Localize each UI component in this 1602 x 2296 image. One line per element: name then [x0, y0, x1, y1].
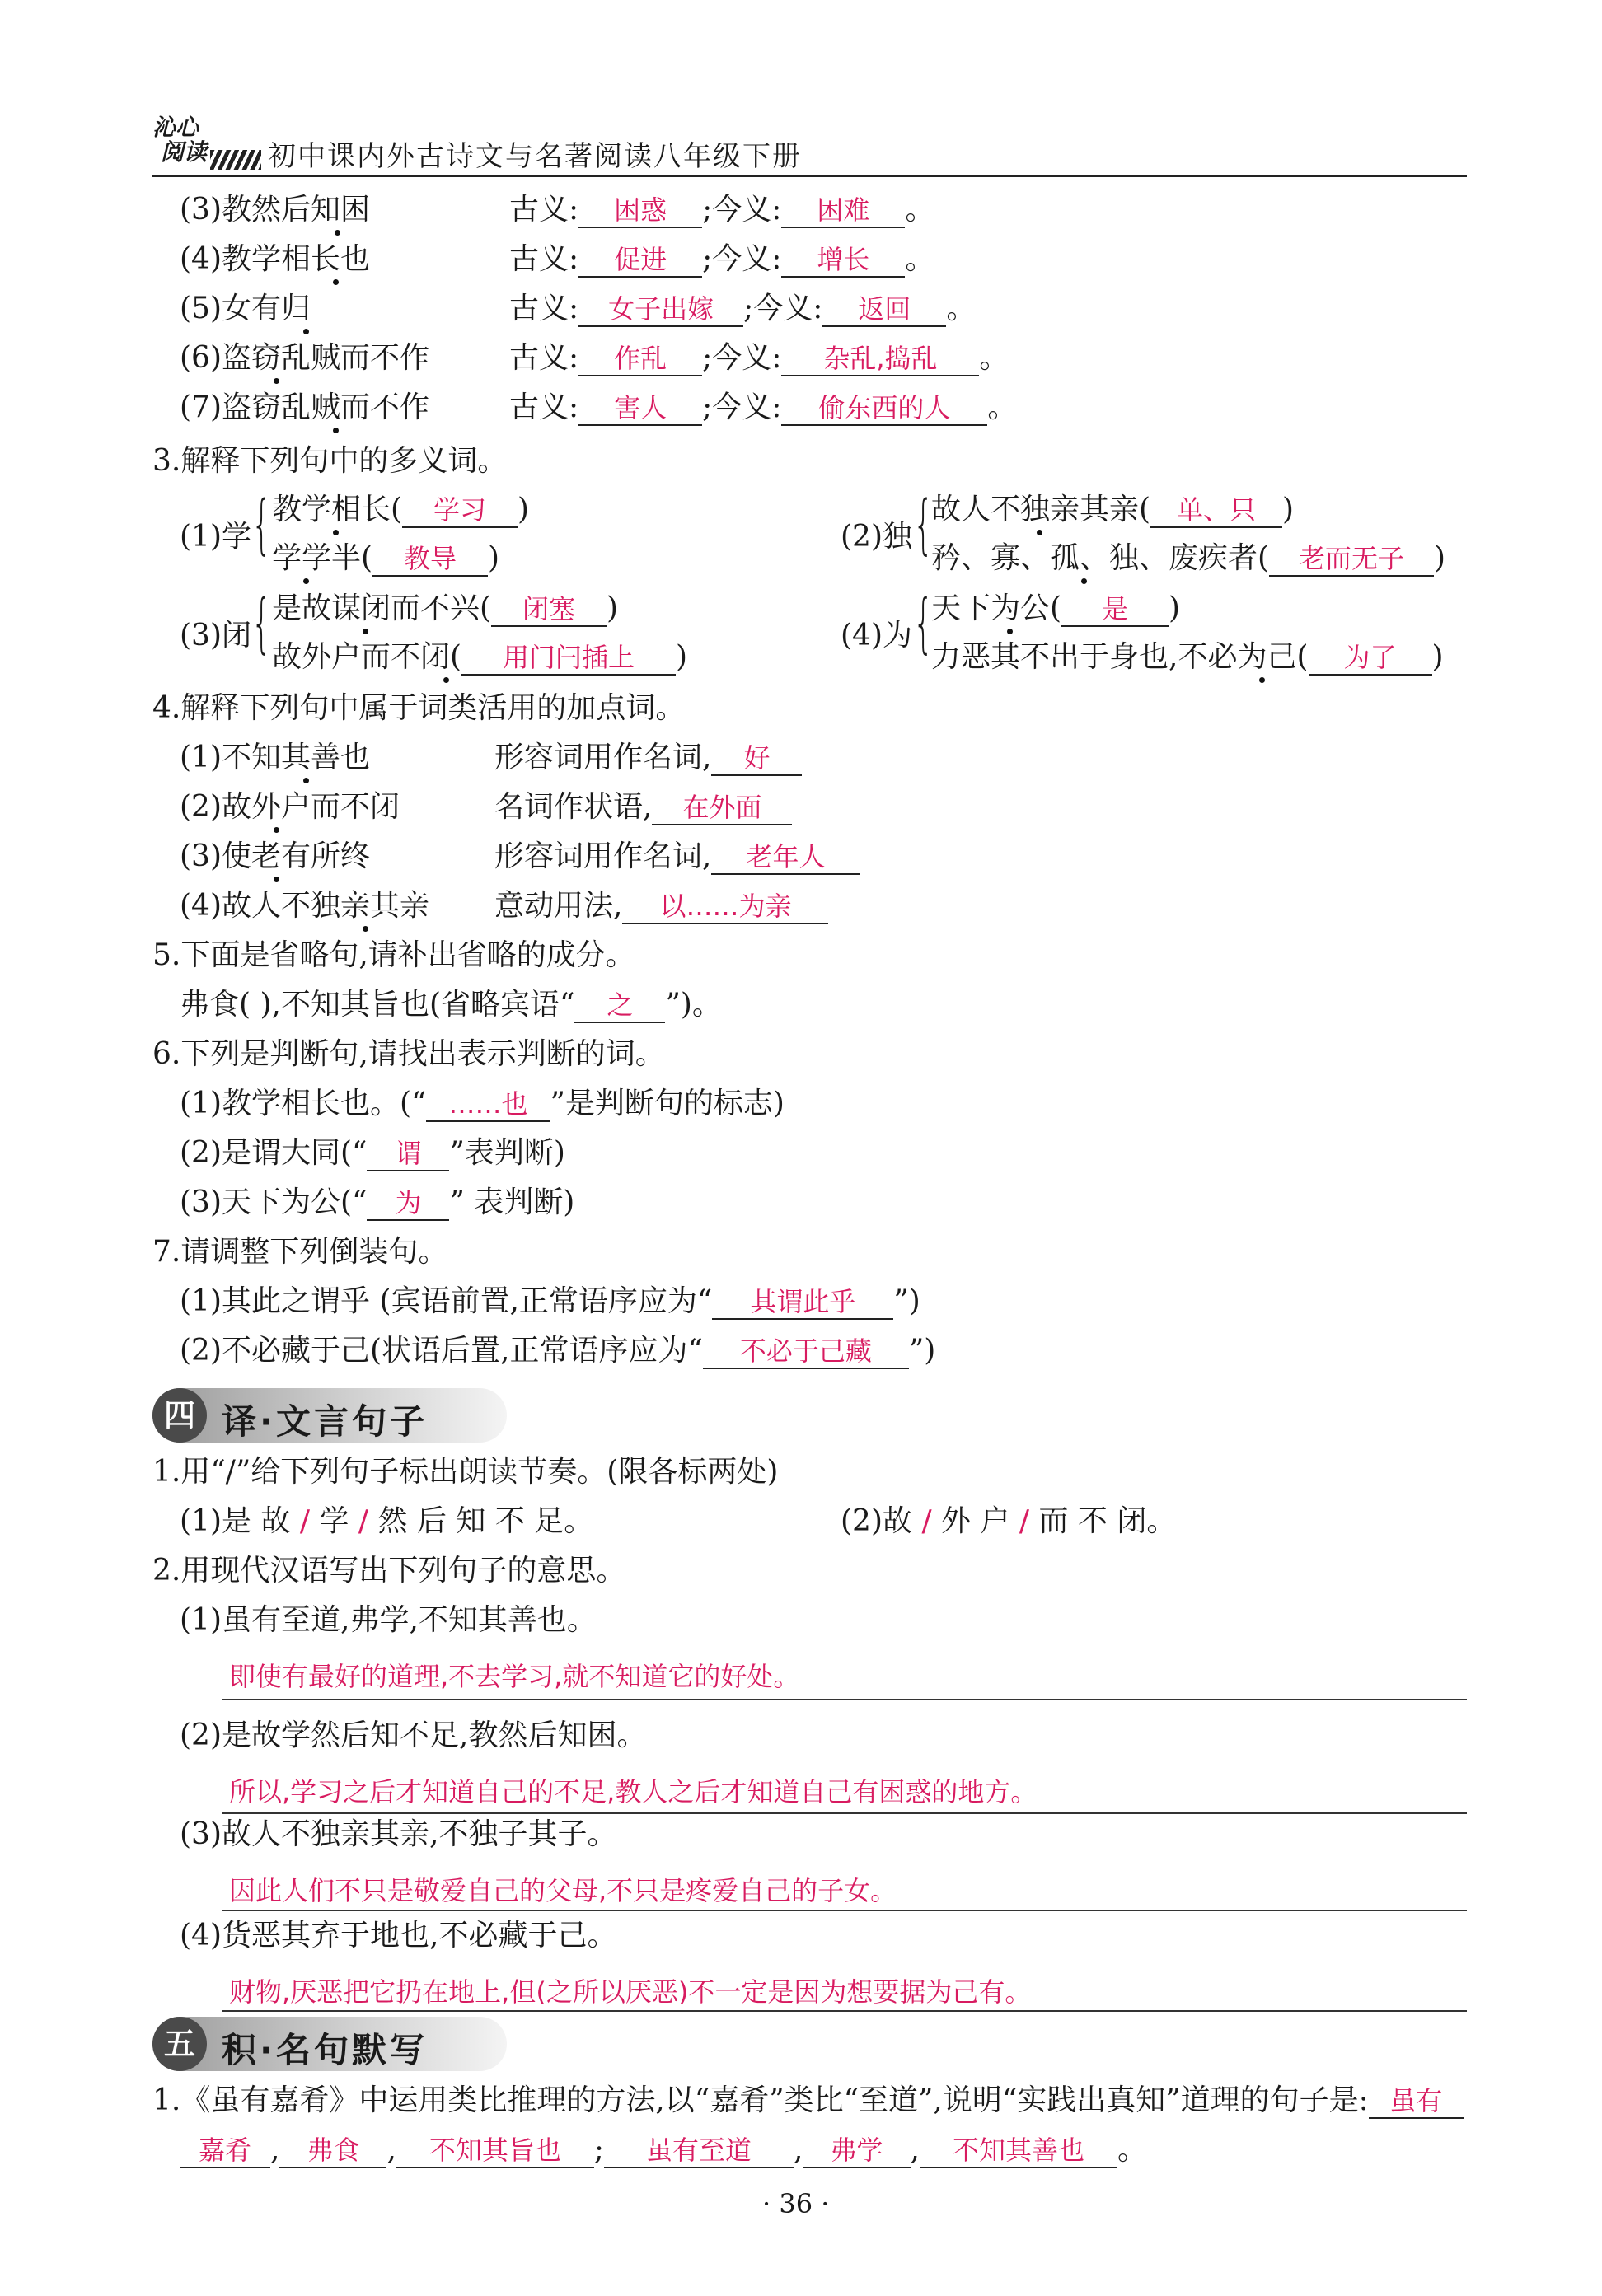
section-4-header [152, 1388, 507, 1443]
gu-answer: 女子出嫁 [608, 293, 714, 325]
s5-q1-answers: 嘉肴 , 弗食 , 不知其旨也 ; 虽有至道 , 弗学 , 不知其善也 。 [180, 2132, 1147, 2168]
q3-g1-b: 学学半( 教导 ) [272, 541, 500, 575]
emphasis-dot [1259, 677, 1265, 683]
jin-answer: 困难 [817, 194, 870, 226]
logo-bottom-text: 阅读 [161, 138, 208, 166]
answer-line [222, 1812, 1467, 1814]
q3-g2-a: 故人不独亲其亲( 单、只 ) [931, 493, 1295, 526]
gujin-answer-row-6: 古义: 作乱 ;今义: 杂乱,捣乱 。 [509, 341, 1009, 375]
emphasis-dot [1081, 578, 1087, 584]
s4-q1-title: 1.用“/”给下列句子标出朗读节奏。(限各标两处) [152, 1455, 779, 1489]
emphasis-dot [363, 629, 368, 634]
q3-g3-b: 故外户而不闭( 用门闩插上 ) [272, 640, 688, 674]
answer-line [222, 1699, 1467, 1700]
s4-q2-item-4-question: (4)货恶其弃于地也,不必藏于己。 [180, 1919, 617, 1952]
jin-answer: 杂乱,捣乱 [823, 343, 938, 374]
s5-q1-text: 1.《虽有嘉肴》中运用类比推理的方法,以“嘉肴”类比“至道”,说明“实践出真知”道理的句子是: 虽有 [152, 2083, 1464, 2119]
emphasis-dot [303, 578, 309, 584]
s4-q2-item-2-question: (2)是故学然后知不足,教然后知困。 [180, 1718, 647, 1752]
jin-answer: 偷东西的人 [818, 392, 951, 423]
emphasis-dot [333, 279, 339, 285]
brace-icon: { [251, 488, 272, 562]
q3-title: 3.解释下列句中的多义词。 [152, 444, 508, 478]
q7-title: 7.请调整下列倒装句。 [152, 1235, 448, 1269]
emphasis-dot [333, 530, 339, 535]
gu-answer: 促进 [614, 244, 668, 275]
q4-answer-4: 意动用法, 以……为亲 [494, 888, 828, 924]
s4-q2-item-3-question: (3)故人不独亲其亲,不独子其子。 [180, 1817, 617, 1851]
header-logo [152, 115, 207, 165]
s4-q2-title: 2.用现代汉语写出下列句子的意思。 [152, 1554, 626, 1588]
brace-icon: { [251, 587, 272, 661]
emphasis-dot [303, 329, 309, 334]
gujin-row-5: (5)女有归 [180, 292, 311, 325]
q3-g1-head: (1)学 [180, 520, 251, 554]
header-rule [152, 175, 1467, 177]
header-stripe-icon [210, 150, 261, 170]
section-title: 积·名句默写 [222, 2030, 428, 2070]
s4-q2-item-1-answer: 即使有最好的道理,不去学习,就不知道它的好处。 [229, 1661, 800, 1692]
gujin-row-4: (4)教学相长也 [180, 242, 370, 276]
emphasis-dot [363, 926, 368, 932]
emphasis-dot [1037, 530, 1042, 535]
slash-mark: / [912, 1504, 942, 1538]
book-title: 初中课内外古诗文与名著阅读八年级下册 [268, 140, 802, 173]
slash-mark: / [1009, 1504, 1039, 1538]
q6-item-1: (1)教学相长也。(“ ……也 ”是判断句的标志) [180, 1087, 785, 1120]
q3-g3-a: 是故谋闭而不兴( 闭塞 ) [272, 592, 619, 625]
q4-item-3: (3)使老有所终 [180, 839, 370, 873]
emphasis-dot [274, 877, 279, 882]
q4-answer-1: 形容词用作名词, 好 [494, 740, 802, 776]
slash-mark: / [290, 1504, 320, 1538]
gujin-row-7: (7)盗窃乱贼而不作 [180, 390, 429, 424]
page-number: · 36 · [762, 2188, 830, 2219]
gujin-answer-row-3: 古义: 困惑 ;今义: 困难 。 [509, 193, 935, 227]
q4-answer-2: 名词作状语, 在外面 [494, 789, 792, 825]
q3-g4-b: 力恶其不出于身也,不必为己( 为了 ) [931, 640, 1444, 674]
q4-title: 4.解释下列句中属于词类活用的加点词。 [152, 691, 686, 725]
answer-line [222, 2010, 1467, 2012]
s4-q2-item-3-answer: 因此人们不只是敬爱自己的父母,不只是疼爱自己的子女。 [229, 1875, 897, 1906]
q3-g1-a: 教学相长( 学习 ) [272, 493, 530, 526]
q4-answer-3: 形容词用作名词, 老年人 [494, 839, 860, 875]
slash-mark: / [349, 1504, 378, 1538]
s4-q2-item-1-question: (1)虽有至道,弗学,不知其善也。 [180, 1603, 597, 1637]
brace-icon: { [913, 587, 934, 661]
emphasis-dot [274, 827, 279, 833]
gujin-answer-row-5: 古义: 女子出嫁 ;今义: 返回 。 [509, 292, 977, 325]
section-title: 译·文言句子 [222, 1401, 428, 1442]
gu-answer: 害人 [614, 392, 668, 423]
q4-item-1: (1)不知其善也 [180, 741, 370, 774]
answer-line [222, 1910, 1467, 1911]
gu-answer: 作乱 [614, 343, 668, 374]
q3-g2-b: 矜、寡、孤、独、废疾者( 老而无子 ) [931, 541, 1446, 575]
s4-q1-b: (2)故 / 外 户 / 而 不 闭。 [841, 1504, 1177, 1538]
gujin-answer-row-7: 古义: 害人 ;今义: 偷东西的人 。 [509, 390, 1018, 424]
gujin-answer-row-4: 古义: 促进 ;今义: 增长 。 [509, 242, 935, 276]
q7-item-2: (2)不必藏于己(状语后置,正常语序应为“ 不必于己藏 ”) [180, 1334, 936, 1368]
q3-g4-head: (4)为 [841, 619, 912, 652]
emphasis-dot [335, 230, 340, 236]
q5-title: 5.下面是省略句,请补出省略的成分。 [152, 938, 635, 972]
s4-q1-a: (1)是 故 / 学 / 然 后 知 不 足。 [180, 1504, 594, 1538]
emphasis-dot [443, 677, 449, 683]
q6-item-3: (3)天下为公(“ 为 ” 表判断) [180, 1185, 575, 1219]
brace-icon: { [913, 488, 934, 562]
section-5-header [152, 2017, 507, 2071]
q6-item-2: (2)是谓大同(“ 谓 ”表判断) [180, 1136, 565, 1170]
section-number: 四 [152, 1388, 207, 1443]
section-number: 五 [152, 2017, 207, 2071]
logo-top-text: 沁心 [152, 114, 199, 141]
q6-title: 6.下列是判断句,请找出表示判断的词。 [152, 1037, 665, 1071]
q3-g2-head: (2)独 [841, 520, 912, 554]
emphasis-dot [274, 378, 279, 384]
s4-q2-item-4-answer: 财物,厌恶把它扔在地上,但(之所以厌恶)不一定是因为想要据为己有。 [229, 1976, 1032, 2008]
q3-g3-head: (3)闭 [180, 619, 251, 652]
q4-item-2: (2)故外户而不闭 [180, 790, 400, 824]
jin-answer: 增长 [817, 244, 870, 275]
emphasis-dot [303, 778, 309, 783]
q5-line: 弗食( ),不知其旨也(省略宾语“ 之 ”)。 [180, 988, 722, 1022]
q3-g4-a: 天下为公( 是 ) [931, 592, 1181, 625]
emphasis-dot [333, 428, 339, 433]
jin-answer: 返回 [858, 293, 911, 325]
s4-q2-item-2-answer: 所以,学习之后才知道自己的不足,教人之后才知道自己有困惑的地方。 [229, 1776, 1038, 1807]
gujin-row-6: (6)盗窃乱贼而不作 [180, 341, 429, 375]
q7-item-1: (1)其此之谓乎 (宾语前置,正常语序应为“ 其谓此乎 ”) [180, 1284, 920, 1318]
q4-item-4: (4)故人不独亲其亲 [180, 889, 429, 923]
emphasis-dot [1007, 629, 1013, 634]
gujin-row-3: (3)教然后知困 [180, 193, 370, 227]
gu-answer: 困惑 [614, 194, 668, 226]
